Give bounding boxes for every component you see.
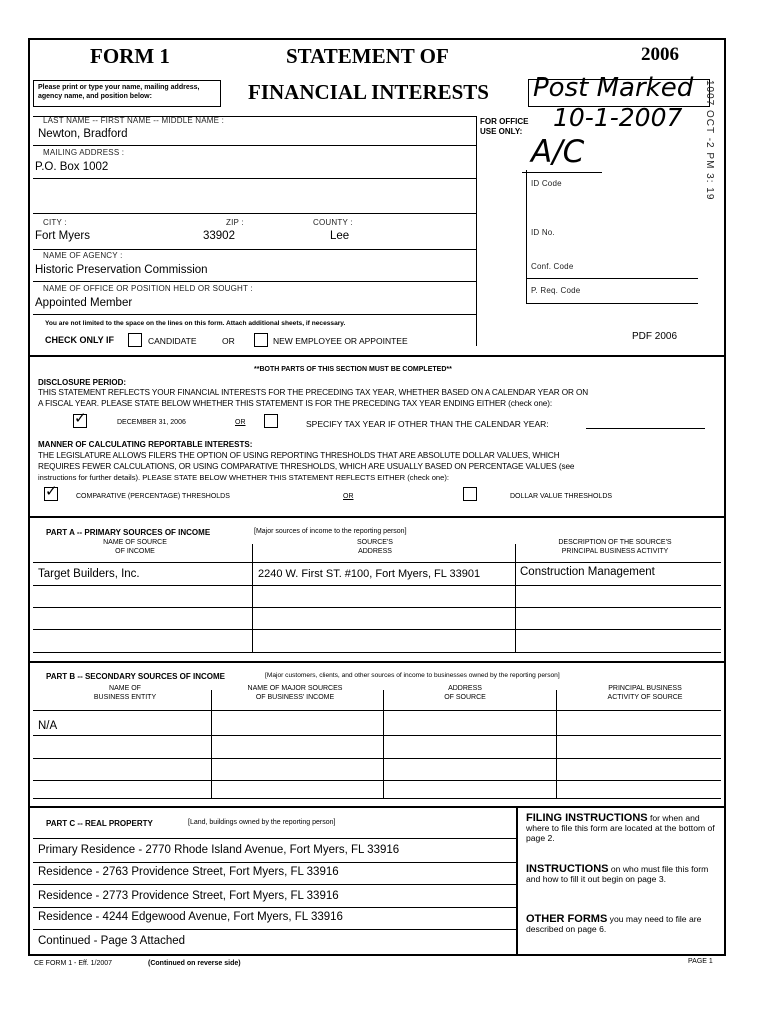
new-employee-checkbox[interactable]: [254, 333, 268, 347]
filing-instructions-title: FILING INSTRUCTIONS: [526, 812, 648, 824]
row-line: [33, 862, 516, 863]
filing-instructions: [526, 813, 718, 843]
row-line: [33, 652, 721, 653]
print-note: Please print or type your name, mailing address, agency name, and position below:: [38, 84, 200, 100]
specify-label: SPECIFY TAX YEAR IF OTHER THAN THE CALENDAR YEAR:: [306, 419, 549, 429]
statement-line1: STATEMENT OF: [286, 44, 449, 68]
mailing-label: MAILING ADDRESS :: [43, 148, 125, 157]
col-line: [252, 544, 253, 652]
section-divider: [28, 516, 726, 518]
part-a-title: PART A -- PRIMARY SOURCES OF INCOME: [46, 528, 211, 537]
office-use-label: FOR OFFICE USE ONLY:: [480, 117, 529, 136]
manner-text-1: THE LEGISLATURE ALLOWS FILERS THE OPTION OF USING REPORTING THRESHOLDS THAT ARE ABSOLUTE DOLLAR VALUES, WHICH: [38, 451, 560, 460]
both-parts-note: **BOTH PARTS OF THIS SECTION MUST BE COMPLETED**: [254, 366, 452, 373]
part-b-row-name[interactable]: N/A: [38, 720, 58, 732]
part-b-col3-header: ADDRESS OF SOURCE: [444, 685, 486, 701]
part-c-subtitle: [Land, buildings owned by the reporting person]: [188, 819, 336, 826]
or-label: OR: [222, 336, 235, 346]
part-b-title: PART B -- SECONDARY SOURCES OF INCOME: [46, 672, 225, 681]
agency-label: NAME OF AGENCY :: [43, 251, 123, 260]
check-mark-icon: ✓: [74, 410, 87, 427]
continued-note: (Continued on reverse side): [148, 960, 241, 967]
period-title: DISCLOSURE PERIOD:: [38, 378, 127, 387]
statement-line2: FINANCIAL INTERESTS: [248, 80, 489, 104]
county-label: COUNTY :: [313, 218, 353, 227]
row-line: [33, 585, 721, 586]
part-b-subtitle: [Major customers, clients, and other sources of income to businesses owned by the reporting person]: [265, 672, 560, 679]
manner-text-3: instructions for further details). PLEASE STATE BELOW WHETHER THIS STATEMENT REFLECTS EITHER (check one):: [38, 473, 450, 482]
office-value[interactable]: Appointed Member: [35, 297, 133, 309]
check-mark-icon: ✓: [45, 483, 58, 500]
part-b-col4-header: PRINCIPAL BUSINESS ACTIVITY OF SOURCE: [607, 685, 683, 701]
part-b-col1-header: NAME OF BUSINESS ENTITY: [93, 685, 157, 701]
period-text-2: A FISCAL YEAR. PLEASE STATE BELOW WHETHER THIS STATEMENT IS FOR THE PRECEDING TAX YEAR ENDING EITHER (check one):: [38, 399, 553, 408]
who-must-file-instructions: [526, 864, 718, 884]
city-value[interactable]: Fort Myers: [35, 230, 90, 242]
row-line: [33, 710, 721, 711]
row-line: [33, 884, 516, 885]
other-forms-text: you may need to file are described on page 6.: [526, 914, 702, 934]
other-forms-instructions: [526, 914, 718, 934]
or-label: OR: [235, 419, 246, 426]
conf-code-label: Conf. Code: [531, 262, 574, 271]
row-line: [33, 562, 721, 563]
office-code-handwritten: A/C: [531, 134, 585, 170]
part-c-row[interactable]: Continued - Page 3 Attached: [38, 935, 186, 947]
manner-text-2: REQUIRES FEWER CALCULATIONS, OR USING COMPARATIVE THRESHOLDS, WHICH ARE USUALLY BASED ON PERCENTAGE VALUES (see: [38, 462, 575, 471]
limit-note: You are not limited to the space on the lines on this form. Attach additional sheets, if necessary.: [45, 320, 346, 327]
instructions-divider: [516, 807, 518, 956]
comparative-label: COMPARATIVE (PERCENTAGE) THRESHOLDS: [76, 493, 230, 500]
row-line: [33, 607, 721, 608]
line: [33, 213, 476, 214]
dollar-label: DOLLAR VALUE THRESHOLDS: [510, 493, 613, 500]
form-title: FORM 1: [90, 44, 170, 68]
id-code-label: ID Code: [531, 179, 562, 188]
period-text-1: THIS STATEMENT REFLECTS YOUR FINANCIAL INTERESTS FOR THE PRECEDING TAX YEAR, WHETHER BASED ON A CALENDAR YEAR OR ON: [38, 388, 589, 397]
row-line: [33, 758, 721, 759]
part-a-row-name[interactable]: Target Builders, Inc.: [38, 568, 140, 580]
row-line: [33, 929, 516, 930]
row-line: [33, 798, 721, 799]
filing-instructions-text: for when and where to file this form are located at the bottom of page 2.: [526, 813, 715, 843]
postmarked-note: Post Marked: [533, 73, 694, 103]
part-c-row[interactable]: Primary Residence - 2770 Rhode Island Avenue, Fort Myers, FL 33916: [38, 844, 400, 856]
tax-year-field[interactable]: [586, 428, 705, 429]
dollar-checkbox[interactable]: [463, 487, 477, 501]
office-inner-divider: [526, 170, 527, 304]
candidate-checkbox[interactable]: [128, 333, 142, 347]
line: [33, 249, 476, 250]
line: [526, 278, 698, 279]
manner-title: MANNER OF CALCULATING REPORTABLE INTERESTS:: [38, 440, 253, 449]
part-c-row[interactable]: Residence - 2773 Providence Street, Fort Myers, FL 33916: [38, 890, 339, 902]
page-number: PAGE 1: [688, 958, 713, 965]
col-line: [211, 690, 212, 798]
zip-value[interactable]: 33902: [203, 230, 235, 242]
name-label: LAST NAME -- FIRST NAME -- MIDDLE NAME :: [43, 116, 225, 125]
other-tax-year-checkbox[interactable]: [264, 414, 278, 428]
check-only-if: CHECK ONLY IF: [45, 335, 115, 345]
candidate-label: CANDIDATE: [148, 336, 197, 346]
section-divider: [28, 661, 726, 663]
line: [33, 281, 476, 282]
section-divider: [28, 806, 726, 808]
or-label: OR: [343, 493, 354, 500]
new-employee-label: NEW EMPLOYEE OR APPOINTEE: [273, 336, 408, 346]
part-a-subtitle: [Major sources of income to the reporting person]: [254, 528, 407, 535]
row-line: [33, 629, 721, 630]
pdf-label: PDF 2006: [632, 331, 678, 342]
part-b-col2-header: NAME OF MAJOR SOURCES OF BUSINESS' INCOME: [247, 685, 343, 701]
section-divider: [28, 355, 726, 357]
part-c-row[interactable]: Residence - 4244 Edgewood Avenue, Fort Myers, FL 33916: [38, 911, 343, 923]
mailing-address[interactable]: P.O. Box 1002: [35, 161, 109, 173]
instructions-title: INSTRUCTIONS: [526, 863, 609, 875]
form-code: CE FORM 1 - Eff. 1/2007: [34, 960, 113, 967]
part-c-row[interactable]: Residence - 2763 Providence Street, Fort Myers, FL 33916: [38, 866, 339, 878]
other-forms-title: OTHER FORMS: [526, 913, 608, 925]
office-label: NAME OF OFFICE OR POSITION HELD OR SOUGHT :: [43, 284, 253, 293]
col-line: [515, 544, 516, 652]
line: [33, 314, 476, 315]
part-a-col3-header: DESCRIPTION OF THE SOURCE'S PRINCIPAL BUSINESS ACTIVITY: [558, 539, 672, 555]
line: [33, 145, 476, 146]
part-a-row-address[interactable]: 2240 W. First ST. #100, Fort Myers, FL 33901: [258, 568, 481, 580]
col-line: [383, 690, 384, 798]
id-no-label: ID No.: [531, 228, 555, 237]
p-req-code-label: P. Req. Code: [531, 286, 581, 295]
part-a-col1-header: NAME OF SOURCE OF INCOME: [103, 539, 167, 555]
city-label: CITY :: [43, 218, 67, 227]
col-line: [556, 690, 557, 798]
row-line: [33, 780, 721, 781]
postmark-date: 10-1-2007: [553, 103, 683, 132]
row-line: [33, 907, 516, 908]
agency-value[interactable]: Historic Preservation Commission: [35, 264, 208, 276]
code-underline: [522, 172, 602, 173]
county-value[interactable]: Lee: [330, 230, 350, 242]
part-c-title: PART C -- REAL PROPERTY: [46, 819, 153, 828]
row-line: [33, 838, 516, 839]
part-a-col2-header: SOURCE'S ADDRESS: [357, 539, 393, 555]
line: [33, 178, 476, 179]
instructions-text: on who must file this form and how to fill it out begin on page 3.: [526, 864, 709, 884]
received-stamp: 1007 OCT -2 PM 3: 19: [704, 80, 715, 201]
zip-label: ZIP :: [226, 218, 244, 227]
row-line: [33, 735, 721, 736]
part-a-row-desc[interactable]: Construction Management: [520, 566, 655, 578]
dec31-label: DECEMBER 31, 2006: [117, 419, 186, 426]
filer-name[interactable]: Newton, Bradford: [38, 128, 128, 140]
office-divider: [476, 116, 477, 346]
line: [526, 303, 698, 304]
form-year: 2006: [641, 44, 679, 65]
